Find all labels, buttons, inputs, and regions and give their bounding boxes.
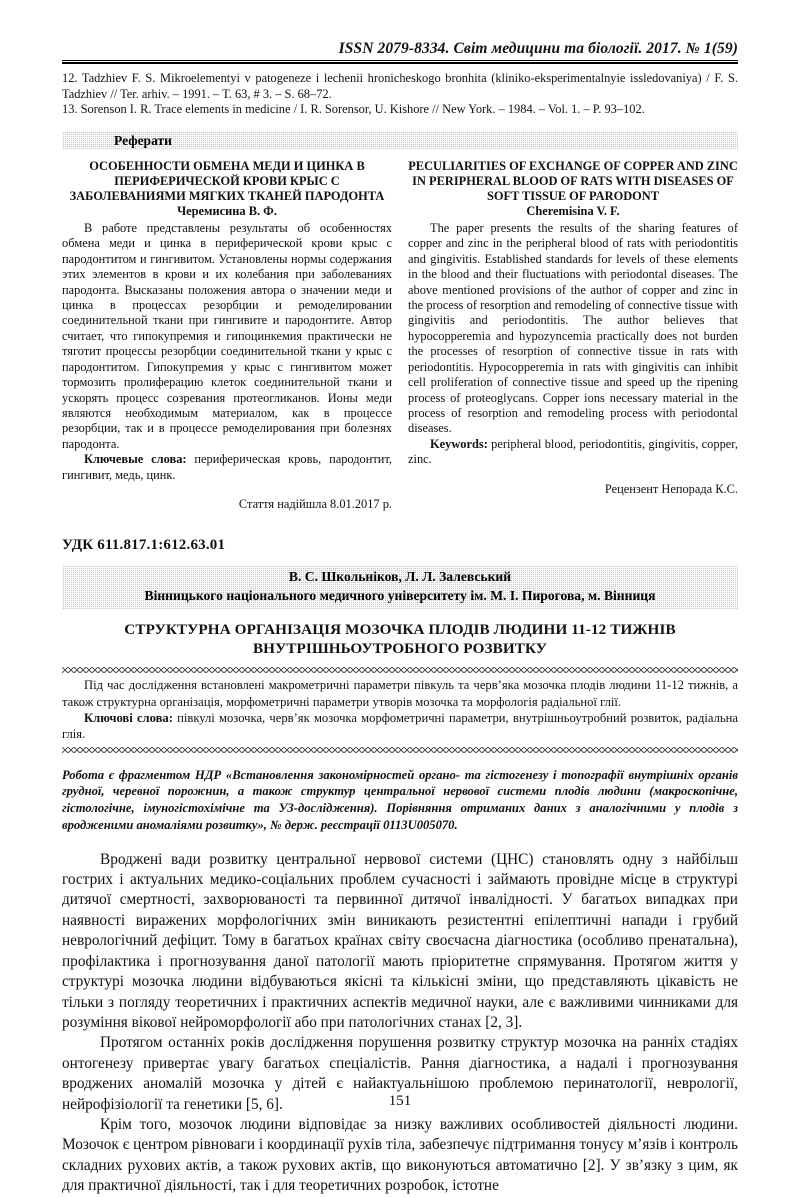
abstract-right-author: Cheremisina V. F. [526, 204, 620, 219]
article-author-band [62, 565, 738, 610]
abstract-right-keywords-value: peripheral blood, periodontitis, gingivitis, copper, zinc. [408, 436, 738, 467]
abstract-right-keywords-label: Keywords: [430, 436, 488, 451]
abstract-left-title: ОСОБЕННОСТИ ОБМЕНА МЕДИ И ЦИНКА В ПЕРИФЕРИЧЕСКОЙ КРОВИ КРЫС С ЗАБОЛЕВАНИЯМИ МЯГКИХ ТКАНЕЙ ПАРОДОНТА [69, 158, 385, 204]
abstract-left-author: Черемисина В. Ф. [177, 204, 277, 219]
abstracts-columns [62, 159, 738, 512]
abstract-right-title: PECULIARITIES OF EXCHANGE OF COPPER AND ZINC IN PERIPHERAL BLOOD OF RATS WITH DISEASES OF SOFT TISSUE OF PARODONT [408, 158, 738, 204]
abstract-left-footer: Стаття надійшла 8.01.2017 р. [238, 497, 392, 512]
udc-code: УДК 611.817.1:612.63.01 [62, 537, 226, 554]
abstract-right [408, 159, 738, 512]
abstract-right-footer: Рецензент Непорада К.С. [604, 481, 738, 496]
abstract-left-keywords-label: Ключевые слова: [84, 452, 187, 467]
article-title: СТРУКТУРНА ОРГАНІЗАЦІЯ МОЗОЧКА ПЛОДІВ ЛЮДИНИ 11-12 ТИЖНІВ ВНУТРІШНЬОУТРОБНОГО РОЗВИТКУ [124, 620, 676, 657]
reference-item: 13. Sorenson I. R. Trace elements in medicine / I. R. Sorensor, U. Kishore // New York. – 1984. – Vol. 1. – P. 93–102. [62, 102, 645, 117]
abstract-left-keywords-value: периферическая кровь, пародонтит, гингивит, медь, цинк. [62, 452, 393, 482]
abstracts-section-band: Реферати [62, 131, 738, 150]
body-paragraph: Крім того, мозочок людини відповідає за низку важливих особливостей діяльності людини. Мозочок є центром рівноваги і координації рухів тіла, забезпечує підтримання тонусу м’язів і контроль складних рухових актів, а також рухових актів, що виконуються автоматично [2]. У зв’язку з цим, як для практичної діяльності, так і для теоретичних розробок, істотне [62, 1115, 738, 1195]
article-authors: В. С. Школьніков, Л. Л. Залевський [288, 569, 512, 585]
article-affiliation: Вінницького національного медичного університету ім. М. І. Пирогова, м. Вінниця [144, 587, 656, 603]
funding-note: Робота є фрагментом НДР «Встановлення закономірностей органо- та гістогенезу і топографії внутрішніх органів грудної, черевної порожнин, а також структур центральної нервової системи плодів людини (макроскопічне, гістологічне, імуногістохімічне та УЗ-дослідження). Порівняння отриманих даних з аналогічними у плодів з вродженими аномаліями розвитку», № держ. реєстрації 0113U005070. [62, 767, 738, 832]
article-abstract: Під час дослідження встановлені макрометричні параметри півкуль та черв’яка мозочка плодів людини 11-12 тижнів, а також структурна організація, морфометричні параметри утворів мозочка та морфологія радіальної глії. [62, 678, 738, 709]
article-abstract-block [62, 677, 738, 742]
reference-list [62, 71, 738, 118]
abstract-left [62, 159, 392, 512]
body-paragraph: Протягом останніх років дослідження порушення розвитку структур мозочка на ранніх стадіях онтогенезу привертає увагу багатьох спеціалістів. Рання діагностика, а надалі і прогнозування вроджених аномалій мозочка у дітей є найактуальнішою проблемою перинатології, неврології, нейрофізіології та генетики [5, 6]. [62, 1034, 738, 1113]
article-keywords [62, 710, 738, 743]
reference-item: 12. Tadzhiev F. S. Mikroelementyi v patogeneze i lechenii hronicheskogo bronhita (kliniko-eksperimentalnyie issledovaniya) / F. S. Tadzhiev // Ter. arhiv. – 1991. – T. 63, # 3. – S. 68–72. [62, 71, 738, 101]
header-rule [62, 60, 738, 64]
article-keywords-label: Ключові слова: [84, 711, 173, 725]
abstract-left-body: В работе представлены результаты об особенностях обмена меди и цинка в периферической крови крыс с пародонтитом и гингивитом. Установлены нормы содержания этих элементов в крови и их колебания при заболеваниях пародонта. Высказаны положения автора о значении меди и цинка в процессах резорбции и ремоделировании соединительной ткани при гингивите и пародонтите. Автор считает, что гипокупремия и гипоцинкемия практически не тяготит процессы резорбции соединительной ткани у крыс с пародонтитом. Гипокупремия у крыс с гингивитом может тормозить пролиферацию клеток соединительной ткани и ускорять процесс созревания протеогликанов. Ионы меди являются необходимым материалом, как в процессе резорбции, так и в процессе ремоделирования при болезнях пародонта. [62, 220, 392, 451]
wavy-rule-bottom [62, 747, 738, 753]
article-body [62, 850, 738, 1197]
article-keywords-value: півкулі мозочка, черв’як мозочка морфометричні параметри, внутрішньоутробний розвиток, радіальна глія. [62, 711, 738, 742]
abstract-right-body: The paper presents the results of the sharing features of copper and zinc in the peripheral blood of rats with periodontitis and gingivitis. Established standards for levels of these elements in the blood and their fluctuations with periodontal diseases. The above mentioned provisions of the author of copper and zinc in the process of resorption and remodeling of connective tissue with gingivitis and periodontitis. The author believes that hypocopperemia and hypozyncemia practically does not burden the processes of resorption of connective tissue in rats with periodontitis. Hypocopperemia in rats with gingivitis can inhibit cell proliferation of connective tissue and speed up the ripening process of proteoglycans. Copper ions necessary material in the process of resorption and remodeling process with periodontal diseases. [408, 220, 738, 436]
wavy-rule-top [62, 667, 738, 673]
abstract-left-keywords [62, 452, 392, 483]
page-number: 151 [388, 1093, 412, 1109]
abstract-right-keywords [408, 437, 738, 468]
body-paragraph: Вроджені вади розвитку центральної нервової системи (ЦНС) становлять одну з найбільш гострих і актуальних медико-соціальних проблем сучасності і займають провідне місце в структурі дитячої смертності, захворюваності та первинної дитячої інвалідності. У багатьох випадках при наявності виражених морфологічних змін виникають резистентні епілептичні напади і грубий неврологічний дефіцит. Тому в багатьох країнах світу своєчасна діагностика (особливо пренатальна), профілактика і прогнозування даної патології мають пріоритетне спрямування. Протягом життя у структурі мозочка людини відбуваються якісні та кількісні зміни, що представляють цікавість не тільки з погляду теоретичних і практичних аспектів медичної науки, але є важливими чинниками для розуміння вікової нейроморфології або при патологічних станах [2, 3]. [62, 850, 738, 1031]
running-head: ISSN 2079-8334. Світ медицини та біології. 2017. № 1(59) [338, 40, 738, 57]
